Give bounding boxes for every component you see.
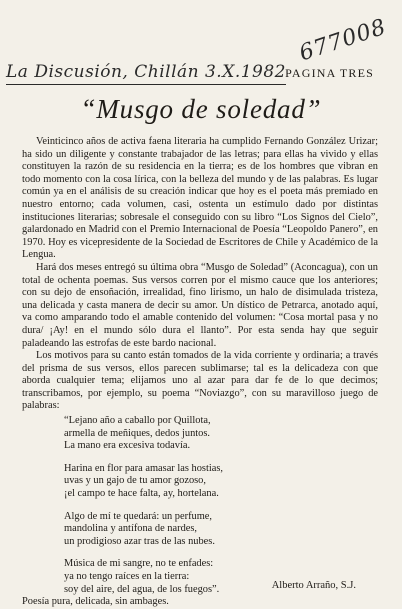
source-note-text: La Discusión, Chillán 3.X.1982 bbox=[6, 62, 286, 82]
handwritten-source-note bbox=[6, 62, 286, 82]
handwritten-catalog-number: 677008 bbox=[296, 14, 390, 67]
poem-stanza bbox=[64, 415, 378, 453]
poem-line: ya no tengo raíces en la tierra: bbox=[64, 571, 190, 582]
paragraph-3: Los motivos para su canto están tomados de la vida corriente y ordinaria; a través del prisma de sus versos, ellos parecen sublimarse; tal es la delicadeza con que aborda cualquier tema; elijamos uno al azar para dar fe de lo que decimos; transcribamos, por ejemplo, su poema “Noviazgo”, con su maravilloso juego de palabras: bbox=[22, 350, 378, 412]
poem-line: ¡el campo te hace falta, ay, hortelana. bbox=[64, 488, 219, 500]
poem-line: “Lejano año a caballo por Quillota, bbox=[64, 415, 211, 427]
poem-noviazgo bbox=[64, 415, 378, 596]
poem-line: La mano era excesiva todavía. bbox=[64, 440, 191, 452]
poem-line: armella de meñiques, dedos juntos. bbox=[64, 427, 211, 439]
poem-line: un prodigioso azar tras de las nubes. bbox=[64, 535, 215, 547]
poem-line: uvas y un gajo de tu amor gozoso, bbox=[64, 475, 206, 487]
poem-line: Harina en flor para amasar las hostias, bbox=[64, 462, 223, 474]
article-title: “Musgo de soledad” bbox=[80, 94, 322, 124]
section-header: PAGINA TRES bbox=[285, 66, 374, 80]
article-body bbox=[22, 136, 378, 609]
paragraph-1: Veinticinco años de activa faena literaria ha cumplido Fernando González Urizar; ha sido un diligente y constante trabajador de las letras; para ellas ha vivido y ellas constituyen la razón de su residencia en la tierra; es de los hombres que vibran en todo momento con la cosa lírica, con la belleza del mundo y de las palabras. Es lugar común ya en el análisis de su creación indicar que hoy es el poeta más premiado en nuestro entorno; cada volumen, casi, ostenta un estímulo dado por distintas instituciones literarias; sobresale el conseguido con su libro “Los Signos del Cielo”, galardonado en Madrid con el Premio Internacional de Poesía “Leopoldo Panero”, en 1970. Hoy es vicepresidente de la Sociedad de Escritores de Chile y Académico de la Lengua. bbox=[22, 136, 378, 261]
closing-line: Poesía pura, delicada, sin ambages. bbox=[22, 596, 169, 608]
source-note-underline bbox=[6, 84, 286, 85]
poem-line: soy del aire, del agua, de los fuegos”. bbox=[64, 583, 220, 595]
poem-line: Algo de mí te quedará: un perfume, bbox=[64, 510, 213, 522]
author-signature: Alberto Arraño, S.J. bbox=[271, 580, 356, 591]
paragraph-2: Hará dos meses entregó su última obra “Musgo de Soledad” (Aconcagua), con un total de ochenta poemas. Sus versos corren por el mismo cauce que los anteriores; con su dejo de ensoñación, irrealidad, fino lirismo, un halo de disimulada tristeza, una delicada y casta manera de decir su amor. Un dístico de Petrarca, anotado aquí, va como amparando todo el amable contenido del volumen: “Cosa mortal pasa y no dura/ ¡Ay! en el mundo sólo dura el llanto”. Por esta senda hay que seguir paladeando las estrofas de este bardo nacional. bbox=[22, 261, 378, 349]
poem-line: mandolina y antífona de nardes, bbox=[64, 523, 198, 535]
poem-stanza bbox=[64, 511, 378, 549]
poem-line: Música de mi sangre, no te enfades: bbox=[64, 558, 214, 570]
poem-stanza bbox=[64, 463, 378, 501]
